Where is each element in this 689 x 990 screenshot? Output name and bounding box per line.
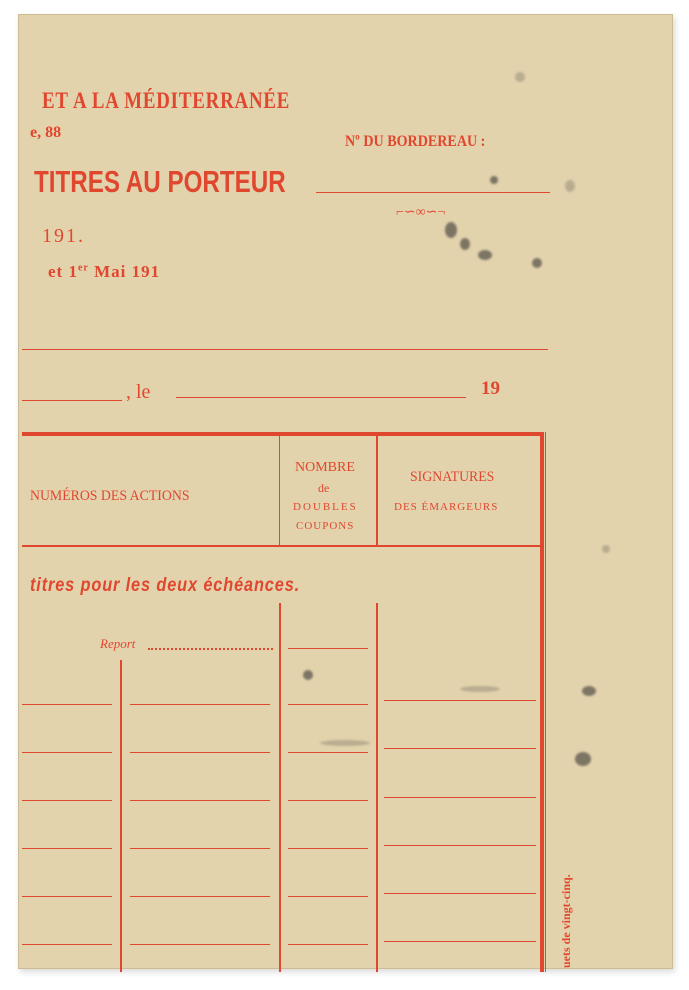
- table-row: [384, 893, 536, 894]
- table-row: [288, 848, 368, 849]
- ink-smudge: [515, 72, 525, 82]
- bordereau-number-line: [316, 192, 550, 193]
- company-line: ET A LA MÉDITERRANÉE: [42, 88, 291, 113]
- table-row: [288, 944, 368, 945]
- table-row: [288, 752, 368, 753]
- ink-smudge: [565, 180, 575, 192]
- table-row: [384, 797, 536, 798]
- col-numeros-header: NUMÉROS DES ACTIONS: [30, 488, 190, 504]
- table-right-border: [540, 432, 544, 972]
- place-line: [22, 400, 122, 401]
- body-col-left: [120, 660, 122, 972]
- table-row: [130, 704, 270, 705]
- col-signatures-line1: SIGNATURES: [410, 469, 495, 485]
- address-fragment: e, 88: [30, 124, 62, 141]
- table-row: [130, 896, 270, 897]
- col-divider-2: [376, 436, 378, 546]
- table-row: [384, 941, 536, 942]
- col-nombre-line4: COUPONS: [296, 520, 355, 532]
- report-label: Report: [100, 636, 136, 651]
- table-row: [130, 800, 270, 801]
- ink-smudge: [490, 176, 498, 184]
- table-right-inner: [545, 432, 546, 972]
- ink-smudge: [445, 222, 457, 238]
- side-note: uets de vingt-cinq.: [559, 874, 573, 968]
- report-cell-line: [288, 648, 368, 649]
- ornament: ⌐∽∞∽¬: [396, 205, 446, 220]
- table-row: [384, 700, 536, 701]
- table-row: [22, 848, 112, 849]
- form-title: TITRES AU PORTEUR: [34, 164, 286, 199]
- body-col-right: [376, 603, 378, 972]
- table-row: [288, 896, 368, 897]
- le-label: , le: [126, 381, 151, 403]
- ink-smudge: [575, 752, 591, 766]
- table-row: [130, 848, 270, 849]
- table-row: [288, 704, 368, 705]
- table-top-border: [22, 432, 544, 436]
- ink-smudge: [532, 258, 542, 268]
- body-col-mid: [279, 603, 281, 972]
- col-nombre-line1: NOMBRE: [295, 460, 355, 475]
- table-row: [130, 752, 270, 753]
- table-row: [22, 752, 112, 753]
- ink-smudge: [460, 686, 500, 692]
- date-line: et 1er Mai 191: [48, 262, 161, 281]
- ink-smudge: [602, 545, 610, 553]
- year-line: 191.: [42, 225, 85, 247]
- ink-smudge: [582, 686, 596, 696]
- date-fill-line: [176, 397, 466, 398]
- col-nombre-line3: DOUBLES: [293, 501, 358, 513]
- col-divider-1: [279, 436, 280, 546]
- ink-smudge: [320, 740, 370, 746]
- report-dots: [148, 648, 273, 650]
- col-signatures-line2: DES ÉMARGEURS: [394, 501, 499, 513]
- table-row: [22, 944, 112, 945]
- table-row: [288, 800, 368, 801]
- table-row: [22, 704, 112, 705]
- year-19: 19: [481, 378, 500, 399]
- col-nombre-line2: de: [318, 481, 330, 495]
- table-row: [384, 845, 536, 846]
- header-bottom-border: [22, 545, 542, 547]
- ink-smudge: [478, 250, 492, 260]
- ink-smudge: [460, 238, 470, 250]
- table-row: [130, 944, 270, 945]
- table-row: [384, 748, 536, 749]
- bordereau-label: Nº DU BORDEREAU :: [345, 133, 486, 150]
- ink-smudge: [303, 670, 313, 680]
- notice-text: titres pour les deux échéances.: [30, 575, 301, 596]
- table-row: [22, 800, 112, 801]
- table-row: [22, 896, 112, 897]
- name-line: [22, 349, 548, 350]
